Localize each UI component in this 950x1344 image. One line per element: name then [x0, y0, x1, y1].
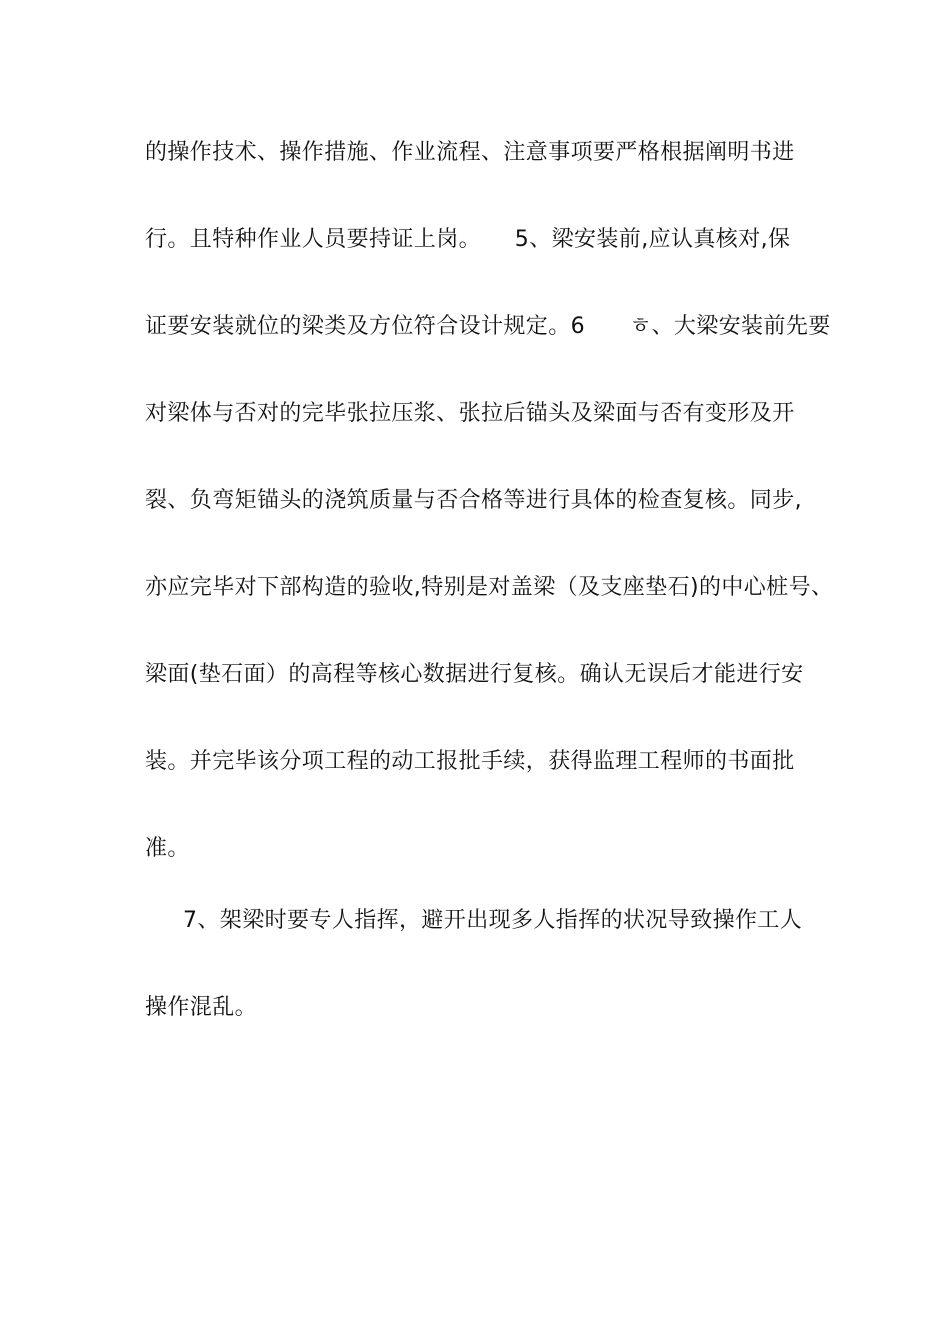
text-line-1: 的操作技术、操作措施、作业流程、注意事项要严格根据阐明书进 — [145, 140, 795, 165]
text-line-11: 操作混乱。 — [145, 995, 258, 1020]
text-line-10: 7、架梁时要专人指挥，避开出现多人指挥的状况导致操作工人 — [183, 908, 803, 933]
text-line-5: 裂、负弯矩锚头的浇筑质量与否合格等进行具体的检查复核。同步, — [145, 488, 802, 513]
text-line-4: 对梁体与否对的完毕张拉压浆、张拉后锚头及梁面与否有变形及开 — [145, 401, 795, 426]
text-line-6: 亦应完毕对下部构造的验收,特别是对盖梁（及支座垫石)的中心桩号、 — [145, 575, 834, 600]
text-line-7: 梁面(垫石面）的高程等核心数据进行复核。确认无误后才能进行安 — [145, 662, 804, 687]
text-line-8: 装。并完毕该分项工程的动工报批手续，获得监理工程师的书面批 — [145, 749, 795, 774]
text-line-2: 行。且特种作业人员要持证上岗。 5、梁安装前,应认真核对,保 — [145, 227, 791, 252]
text-line-3: 证要安装就位的梁类及方位符合设计规定。6 ㅎ、大梁安装前先要 — [145, 314, 831, 339]
text-line-9: 准。 — [145, 836, 190, 861]
